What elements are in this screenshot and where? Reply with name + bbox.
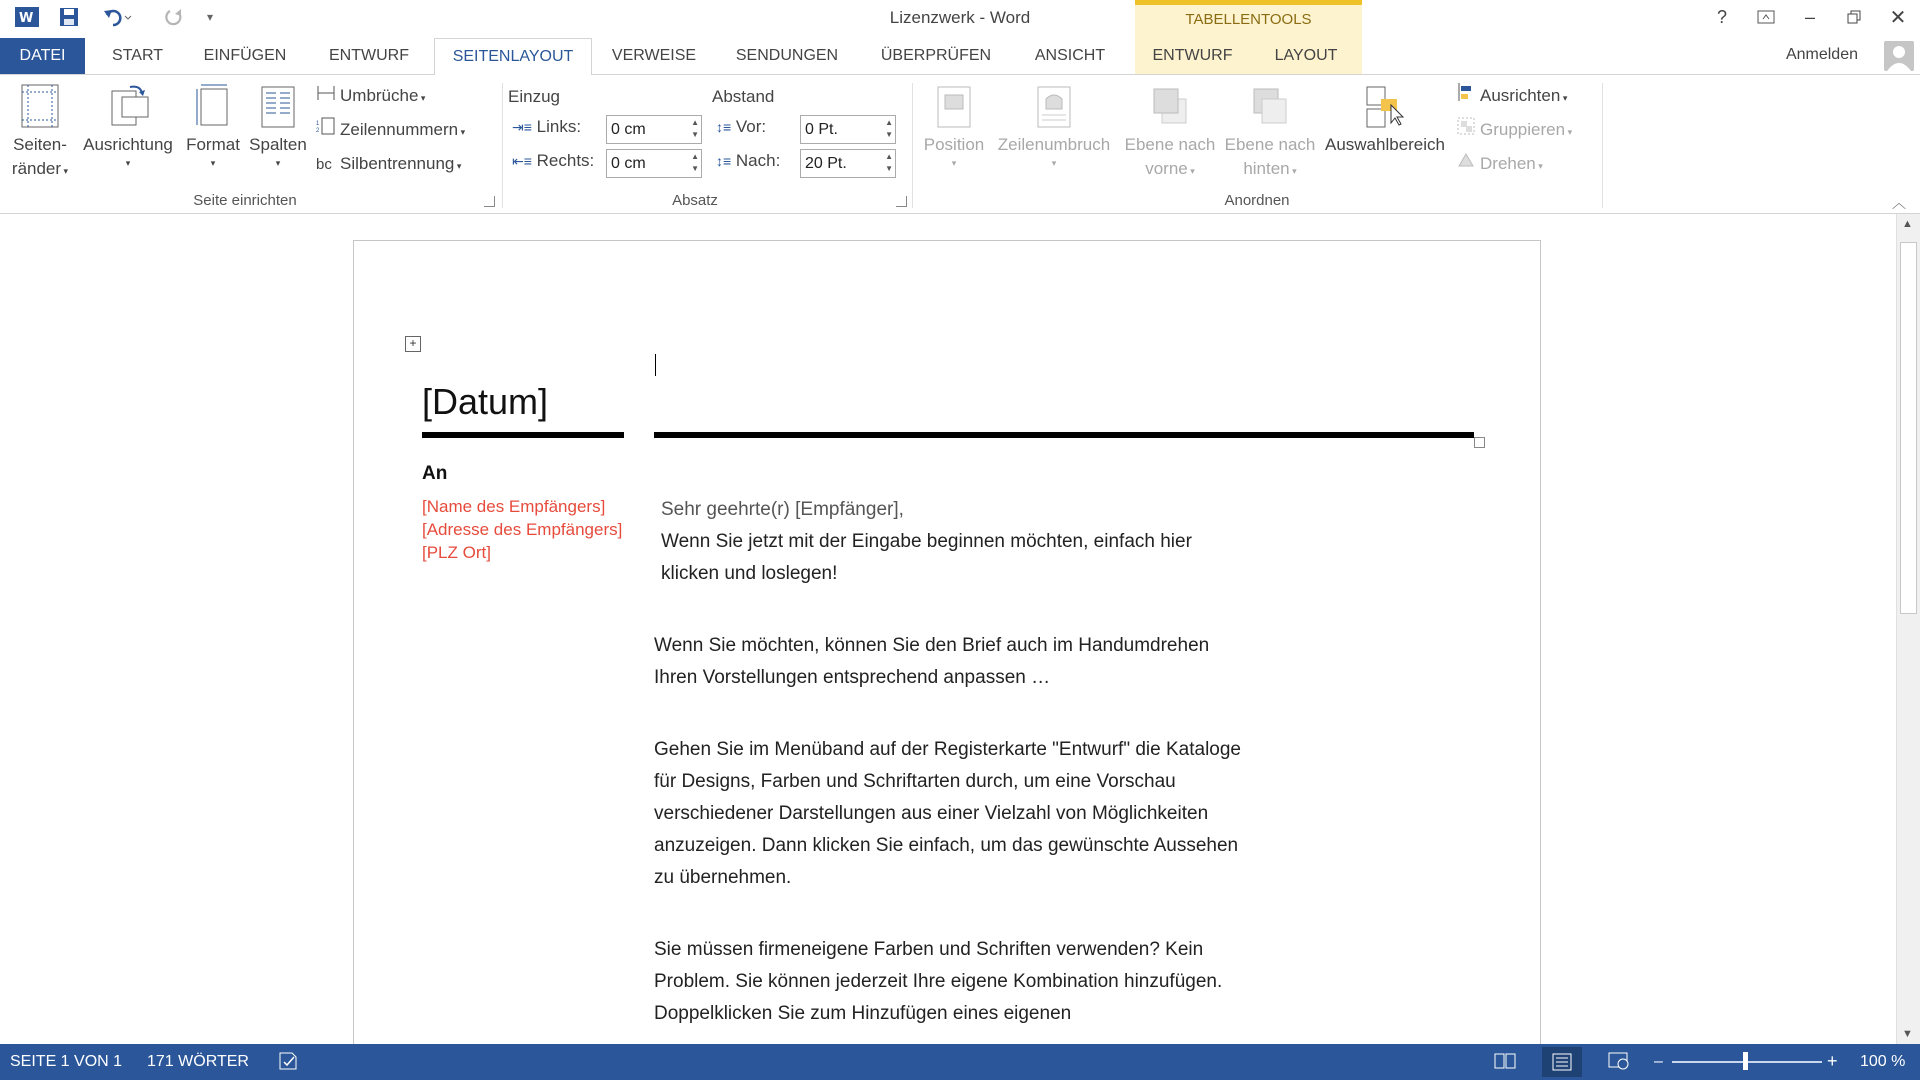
position-button[interactable] <box>916 83 992 169</box>
selection-pane-label: Auswahlbereich <box>1324 135 1445 154</box>
zoom-level[interactable]: 100 % <box>1860 1053 1906 1070</box>
spacing-after-label-wrap <box>716 151 780 171</box>
tab-file[interactable]: DATEI <box>0 38 85 74</box>
orientation-icon <box>106 83 150 129</box>
tab-insert[interactable]: EINFÜGEN <box>203 47 287 64</box>
user-avatar-icon[interactable] <box>1884 41 1914 71</box>
spacing-after-label: Nach: <box>735 151 781 170</box>
recipient-name[interactable]: [Name des Empfängers] <box>422 497 606 516</box>
indent-right-icon: ⇤≡ <box>512 153 532 169</box>
indent-left-input[interactable] <box>606 115 702 144</box>
text-cursor <box>655 354 656 376</box>
paragraph-dialog-launcher-icon[interactable] <box>896 196 907 207</box>
columns-caret-icon: ▾ <box>275 158 281 168</box>
send-backward-icon <box>1248 83 1292 129</box>
recipient-block <box>422 495 632 564</box>
selection-pane-icon <box>1363 83 1407 129</box>
zoom-slider-thumb[interactable] <box>1743 1052 1748 1070</box>
close-icon[interactable]: ✕ <box>1889 6 1907 29</box>
hyphenation-icon: bc <box>316 155 332 173</box>
size-caret-icon: ▾ <box>210 158 216 168</box>
spacing-after-icon: ↕≡ <box>716 153 732 169</box>
tab-references[interactable]: VERWEISE <box>611 47 697 64</box>
margins-icon <box>18 83 62 129</box>
hyphenation-label: Silbentrennung <box>340 154 455 173</box>
status-bar <box>0 1044 1920 1080</box>
line-numbers-icon <box>316 116 340 146</box>
document-area[interactable] <box>0 214 1900 1044</box>
body-paragraph: Gehen Sie im Menüband auf der Registerkarte "Entwurf" die Kataloge für Designs, Farben und Schriftarten durch, um eine Vorschau verschiedener Darstellungen aus einer Vielzahl von Möglichkeiten anzuzeigen. Dann klicken Sie einfach, um das gewünschte Aussehen zu übernehmen. <box>654 739 1241 888</box>
page-setup-dialog-launcher-icon[interactable] <box>484 196 495 207</box>
spacing-before-icon: ↕≡ <box>716 119 732 135</box>
spacing-header: Abstand <box>712 87 775 106</box>
ribbon-display-options-icon[interactable] <box>1746 4 1786 30</box>
svg-text:2: 2 <box>316 127 320 134</box>
hyphenation-button[interactable]: bc Silbentrennung ▾ <box>316 149 461 179</box>
indent-right-value: 0 cm <box>611 155 646 172</box>
group-icon <box>1456 116 1480 146</box>
position-icon <box>932 83 976 129</box>
align-label: Ausrichten <box>1480 86 1561 105</box>
web-layout-icon[interactable] <box>1608 1052 1630 1075</box>
spacing-after-spinner-icon[interactable]: ▲ ▼ <box>885 152 893 173</box>
scroll-down-icon[interactable]: ▼ <box>1902 1028 1913 1040</box>
send-backward-label-2: hinten <box>1243 159 1290 178</box>
salutation[interactable]: Sehr geehrte(r) [Empfänger], <box>661 499 904 520</box>
margins-button[interactable]: Seiten- ränder ▾ <box>8 83 72 183</box>
size-label: Format <box>186 135 240 154</box>
group-button[interactable]: Gruppieren ▾ <box>1456 115 1572 145</box>
bring-forward-button[interactable]: Ebene nach vorne ▾ <box>1120 83 1220 183</box>
indent-left-label: Links: <box>536 117 582 136</box>
indent-left-label-wrap <box>512 117 581 137</box>
vertical-scrollbar[interactable] <box>1896 214 1920 1044</box>
tab-view[interactable]: ANSICHT <box>1034 47 1106 64</box>
send-backward-label-1: Ebene nach <box>1224 135 1316 154</box>
left-rule <box>422 432 624 438</box>
ribbon-tab-row <box>0 38 1920 74</box>
group-separator <box>502 83 503 208</box>
indent-left-value: 0 cm <box>611 121 646 138</box>
sign-in-link[interactable]: Anmelden <box>1785 46 1858 63</box>
read-mode-icon[interactable] <box>1494 1052 1516 1075</box>
wrap-text-caret-icon: ▾ <box>1051 158 1057 168</box>
paragraph-group-label: Absatz <box>672 192 718 209</box>
minimize-icon[interactable]: – <box>1804 6 1815 27</box>
recipient-zip[interactable]: [PLZ Ort] <box>422 543 491 562</box>
ribbon <box>0 74 1920 214</box>
body-paragraph: Wenn Sie jetzt mit der Eingabe beginnen möchten, einfach hier klicken und loslegen! <box>661 531 1192 584</box>
group-label: Gruppieren <box>1480 120 1566 139</box>
right-rule <box>654 432 1474 438</box>
table-move-handle-icon[interactable]: + <box>405 336 421 352</box>
tab-table-layout[interactable]: LAYOUT <box>1250 38 1362 74</box>
indent-right-label: Rechts: <box>536 151 595 170</box>
window-title: Lizenzwerk - Word <box>889 8 1031 27</box>
align-icon <box>1456 82 1480 112</box>
orientation-label: Ausrichtung <box>83 135 173 154</box>
title-bar <box>0 0 1920 36</box>
spacing-before-label-wrap <box>716 117 766 137</box>
line-numbers-label: Zeilennummern <box>340 120 459 139</box>
page-size-icon <box>191 83 235 129</box>
print-layout-icon[interactable] <box>1542 1047 1582 1077</box>
body-paragraph: Wenn Sie möchten, können Sie den Brief auch im Handumdrehen Ihren Vorstellungen entsprechend anpassen … <box>654 635 1210 688</box>
document-page[interactable] <box>353 240 1541 1070</box>
restore-icon[interactable] <box>1834 4 1874 30</box>
tab-table-design[interactable]: ENTWURF <box>1135 38 1250 74</box>
spacing-after-input[interactable] <box>800 149 896 178</box>
breaks-button[interactable]: Umbrüche ▾ <box>316 81 425 111</box>
scrollbar-thumb[interactable] <box>1900 242 1917 614</box>
spacing-before-label: Vor: <box>735 117 767 136</box>
wrap-text-label: Zeilenumbruch <box>997 135 1111 154</box>
body-paragraph: Sie müssen firmeneigene Farben und Schriften verwenden? Kein Problem. Sie können jederzeit Ihre eigene Kombination hinzufügen. Doppelklicken Sie zum Hinzufügen eines eigenen <box>654 939 1223 1024</box>
spacing-before-value: 0 Pt. <box>805 121 838 138</box>
columns-button[interactable] <box>246 83 310 169</box>
indent-right-spinner-icon[interactable]: ▲ ▼ <box>691 152 699 173</box>
page-count[interactable]: SEITE 1 VON 1 <box>10 1053 123 1070</box>
margins-label-2: ränder <box>11 159 62 178</box>
to-label: An <box>422 463 448 484</box>
letter-body[interactable] <box>654 526 1254 1070</box>
proofing-icon[interactable] <box>278 1051 300 1076</box>
customize-qat-icon[interactable]: ▾ <box>206 10 214 24</box>
rotate-label: Drehen <box>1480 154 1536 173</box>
size-button[interactable] <box>182 83 244 169</box>
table-resize-handle-icon[interactable] <box>1474 437 1485 448</box>
svg-text:W: W <box>19 11 34 26</box>
margins-label-1: Seiten- <box>13 135 67 154</box>
recipient-address[interactable]: [Adresse des Empfängers] <box>422 520 623 539</box>
group-separator <box>912 83 913 208</box>
rotate-icon <box>1456 150 1480 180</box>
wrap-text-icon <box>1032 83 1076 129</box>
tab-design[interactable]: ENTWURF <box>329 47 409 64</box>
indent-left-icon: ⇥≡ <box>512 119 532 135</box>
spacing-before-spinner-icon[interactable]: ▲ ▼ <box>885 118 893 139</box>
align-button[interactable]: Ausrichten ▾ <box>1456 81 1567 111</box>
collapse-ribbon-icon[interactable]: ︿ <box>1892 195 1906 211</box>
indent-left-spinner-icon[interactable]: ▲ ▼ <box>691 118 699 139</box>
columns-icon <box>256 83 300 129</box>
tab-page-layout[interactable]: SEITENLAYOUT <box>434 38 592 75</box>
send-backward-button[interactable]: Ebene nach hinten ▾ <box>1220 83 1320 183</box>
rotate-button[interactable]: Drehen ▾ <box>1456 149 1543 179</box>
word-count[interactable]: 171 WÖRTER <box>147 1053 249 1070</box>
bring-forward-icon <box>1148 83 1192 129</box>
indent-header: Einzug <box>508 87 560 106</box>
tab-review[interactable]: ÜBERPRÜFEN <box>880 47 992 64</box>
orientation-caret-icon: ▾ <box>125 158 131 168</box>
wrap-text-button[interactable] <box>992 83 1116 169</box>
zoom-in-button[interactable]: + <box>1827 1051 1838 1071</box>
zoom-out-button[interactable]: – <box>1654 1053 1663 1070</box>
columns-label: Spalten <box>249 135 307 154</box>
tab-mailings[interactable]: SENDUNGEN <box>735 47 839 64</box>
group-separator <box>1602 83 1603 208</box>
tab-start[interactable]: START <box>112 47 163 64</box>
position-label: Position <box>923 135 985 154</box>
date-placeholder[interactable]: [Datum] <box>422 381 549 422</box>
spacing-before-input[interactable] <box>800 115 896 144</box>
indent-right-label-wrap <box>512 151 594 171</box>
scroll-up-icon[interactable]: ▲ <box>1902 218 1913 230</box>
page-setup-group-label: Seite einrichten <box>193 192 297 209</box>
breaks-icon <box>316 82 340 112</box>
table-tools-header: TABELLENTOOLS <box>1135 0 1362 38</box>
arrange-group-label: Anordnen <box>1224 192 1290 209</box>
indent-right-input[interactable] <box>606 149 702 178</box>
position-caret-icon: ▾ <box>951 158 957 168</box>
spacing-after-value: 20 Pt. <box>805 155 847 172</box>
line-numbers-button[interactable]: 1 2 Zeilennummern ▾ <box>316 115 465 145</box>
orientation-button[interactable] <box>78 83 178 169</box>
bring-forward-label-2: vorne <box>1145 159 1188 178</box>
bring-forward-label-1: Ebene nach <box>1124 135 1216 154</box>
svg-text:1: 1 <box>316 120 320 127</box>
help-icon[interactable]: ? <box>1716 6 1727 27</box>
breaks-label: Umbrüche <box>340 86 419 105</box>
selection-pane-button[interactable] <box>1320 83 1450 157</box>
